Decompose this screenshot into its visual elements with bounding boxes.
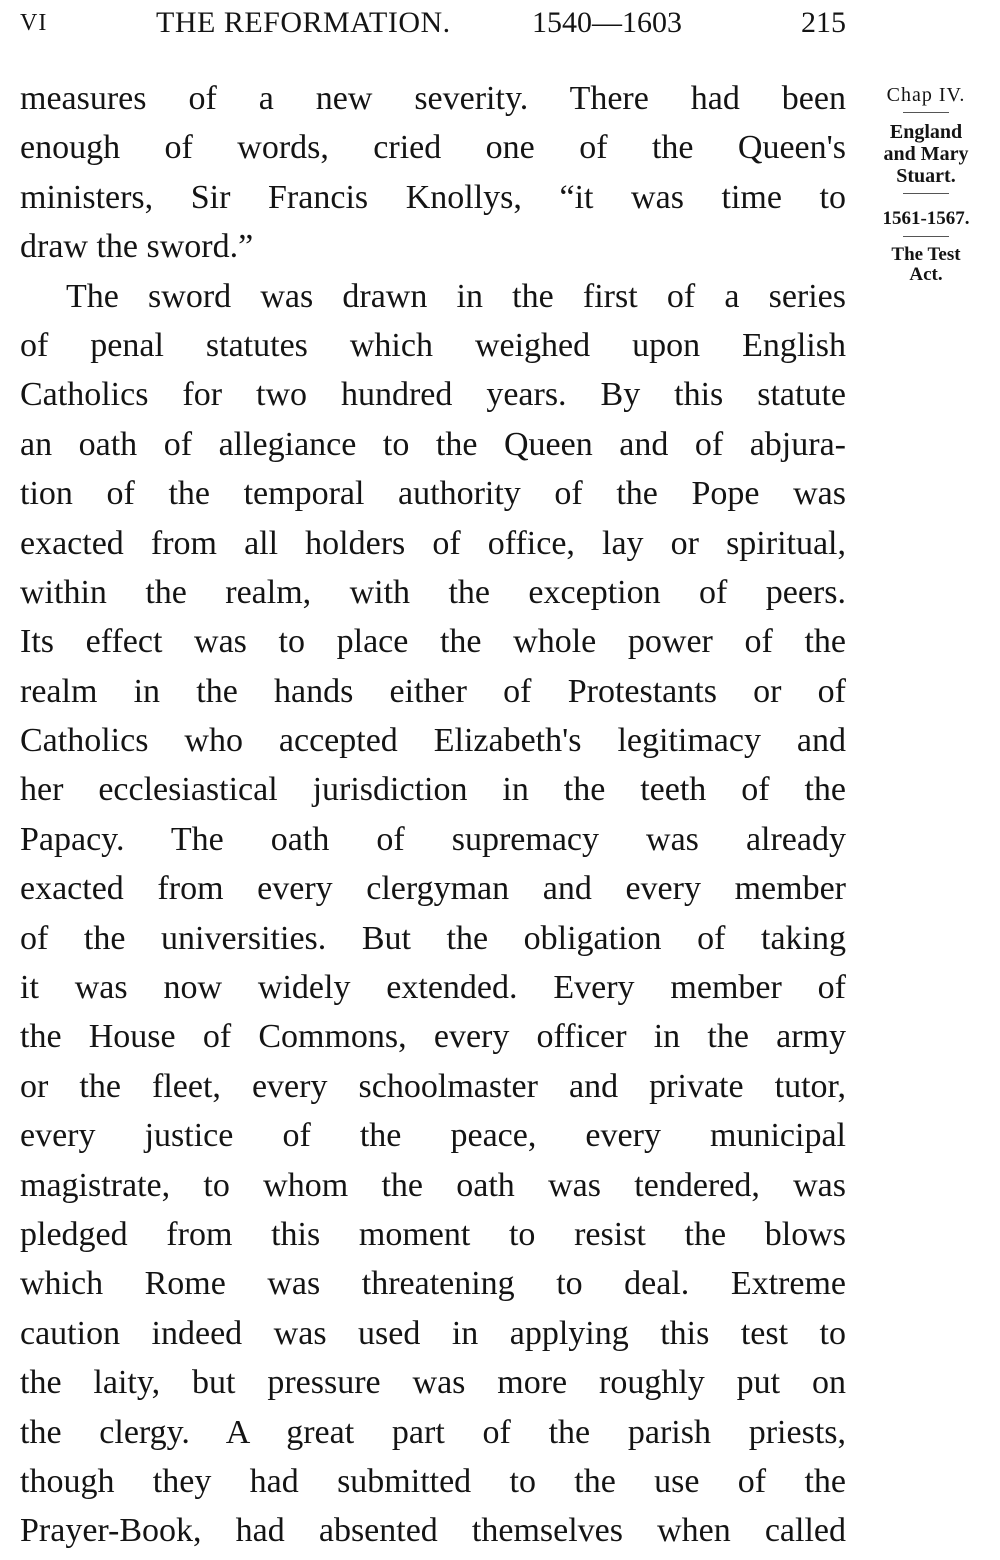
- section-number: VI: [20, 10, 48, 36]
- topic-note-line: Act.: [909, 264, 943, 285]
- text-line: measures of a new severity. There had been: [20, 80, 846, 117]
- text-line: Catholics who accepted Elizabeth's legitimacy and: [20, 722, 846, 760]
- topic-note-line: The Test: [891, 244, 961, 265]
- text-line: of the universities. But the obligation of taking: [20, 919, 846, 957]
- text-line: the House of Commons, every officer in the army: [20, 1018, 846, 1056]
- page-number: 215: [801, 6, 846, 39]
- text-line: Its effect was to place the whole power of the: [20, 623, 846, 661]
- text-line: every justice of the peace, every municipal: [20, 1117, 846, 1155]
- body-text: [20, 74, 846, 1556]
- text-line: magistrate, to whom the oath was tendered, was: [20, 1166, 846, 1204]
- text-line: realm in the hands either of Protestants or of: [20, 672, 846, 710]
- divider: [903, 112, 949, 113]
- text-line: Catholics for two hundred years. By this statute: [20, 376, 846, 414]
- text-line: of penal statutes which weighed upon English: [20, 326, 846, 364]
- text-line: it was now widely extended. Every member of: [20, 969, 846, 1007]
- running-title: THE REFORMATION.: [156, 6, 451, 39]
- text-line: the laity, but pressure was more roughly put on: [20, 1364, 846, 1402]
- subject-note-line: and Mary: [883, 143, 969, 165]
- text-line: exacted from all holders of office, lay or spiritual,: [20, 524, 846, 562]
- subject-note-line: England: [889, 121, 963, 143]
- text-line: ministers, Sir Francis Knollys, “it was time to: [20, 178, 846, 216]
- running-head: [20, 4, 846, 42]
- text-line: within the realm, with the exception of peers.: [20, 573, 846, 611]
- text-line: Prayer-Book, had absented themselves when called: [20, 1512, 846, 1550]
- text-line: pledged from this moment to resist the blows: [20, 1215, 846, 1253]
- text-line: which Rome was threatening to deal. Extreme: [20, 1265, 846, 1303]
- divider: [903, 236, 949, 237]
- text-line: caution indeed was used in applying this test to: [20, 1314, 846, 1352]
- running-dates: 1540—1603: [532, 6, 682, 39]
- text-line: or the fleet, every schoolmaster and private tutor,: [20, 1067, 846, 1105]
- text-line: Papacy. The oath of supremacy was already: [20, 820, 846, 858]
- text-line: the clergy. A great part of the parish priests,: [20, 1413, 846, 1451]
- text-line: enough of words, cried one of the Queen's: [20, 129, 846, 167]
- divider: [903, 193, 949, 194]
- date-range-note: 1561-1567.: [882, 208, 970, 229]
- subject-note-line: Stuart.: [896, 165, 956, 187]
- text-line: exacted from every clergyman and every member: [20, 870, 846, 908]
- text-line: The sword was drawn in the first of a series: [66, 277, 846, 315]
- text-line: tion of the temporal authority of the Pope was: [20, 475, 846, 513]
- side-notes: [860, 84, 992, 285]
- text-line: though they had submitted to the use of the: [20, 1462, 846, 1500]
- text-line: her ecclesiastical jurisdiction in the teeth of the: [20, 771, 846, 809]
- chapter-label: Chap IV.: [886, 84, 966, 106]
- text-line: draw the sword.”: [20, 228, 254, 266]
- text-line: an oath of allegiance to the Queen and of abjura-: [20, 425, 846, 463]
